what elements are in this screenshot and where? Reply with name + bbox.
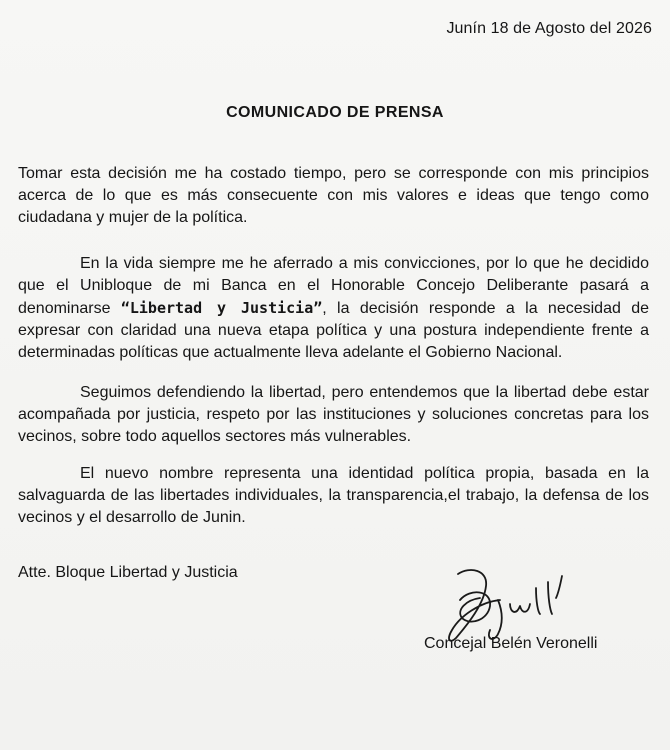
paragraph-2-text-start: En la vida siempre me he aferrado a mis convicciones, por lo que he decidido que el Unibloque de mi Banca en el Honorable Concejo Deliberante pasará a denominarse: [18, 255, 649, 317]
closing-line: Atte. Bloque Libertad y Justicia: [18, 564, 238, 581]
bloc-name-emphasis: “Libertad y Justicia”: [120, 299, 323, 317]
paragraph-3: Seguimos defendiendo la libertad, pero entendemos que la libertad debe estar acompañada por justicia, respeto por las instituciones y soluciones concretas para los vecinos, sobre todo aquellos sectores más vulnerables.: [18, 384, 649, 445]
date-line: Junín 18 de Agosto del 2026: [446, 20, 652, 37]
paragraph-4: El nuevo nombre representa una identidad política propia, basada en la salvaguarda de las libertades individuales, la transparencia,el trabajo, la defensa de los vecinos y el desarrollo de Junin.: [18, 465, 649, 526]
document-title: COMUNICADO DE PRENSA: [226, 104, 444, 121]
paragraph-2: [18, 253, 649, 364]
paragraph-1: Tomar esta decisión me ha costado tiempo, pero se corresponde con mis principios acerca de lo que es más consecuente con mis valores e ideas que tengo como ciudadana y mujer de la política.: [18, 165, 649, 226]
signer-name: Concejal Belén Veronelli: [424, 635, 598, 652]
paragraph-2-text-end: , la decisión responde a la necesidad de expresar con claridad una nueva etapa política y una postura independiente frente a determinadas políticas que actualmente lleva adelante el Gobierno Nacional.: [18, 300, 649, 361]
